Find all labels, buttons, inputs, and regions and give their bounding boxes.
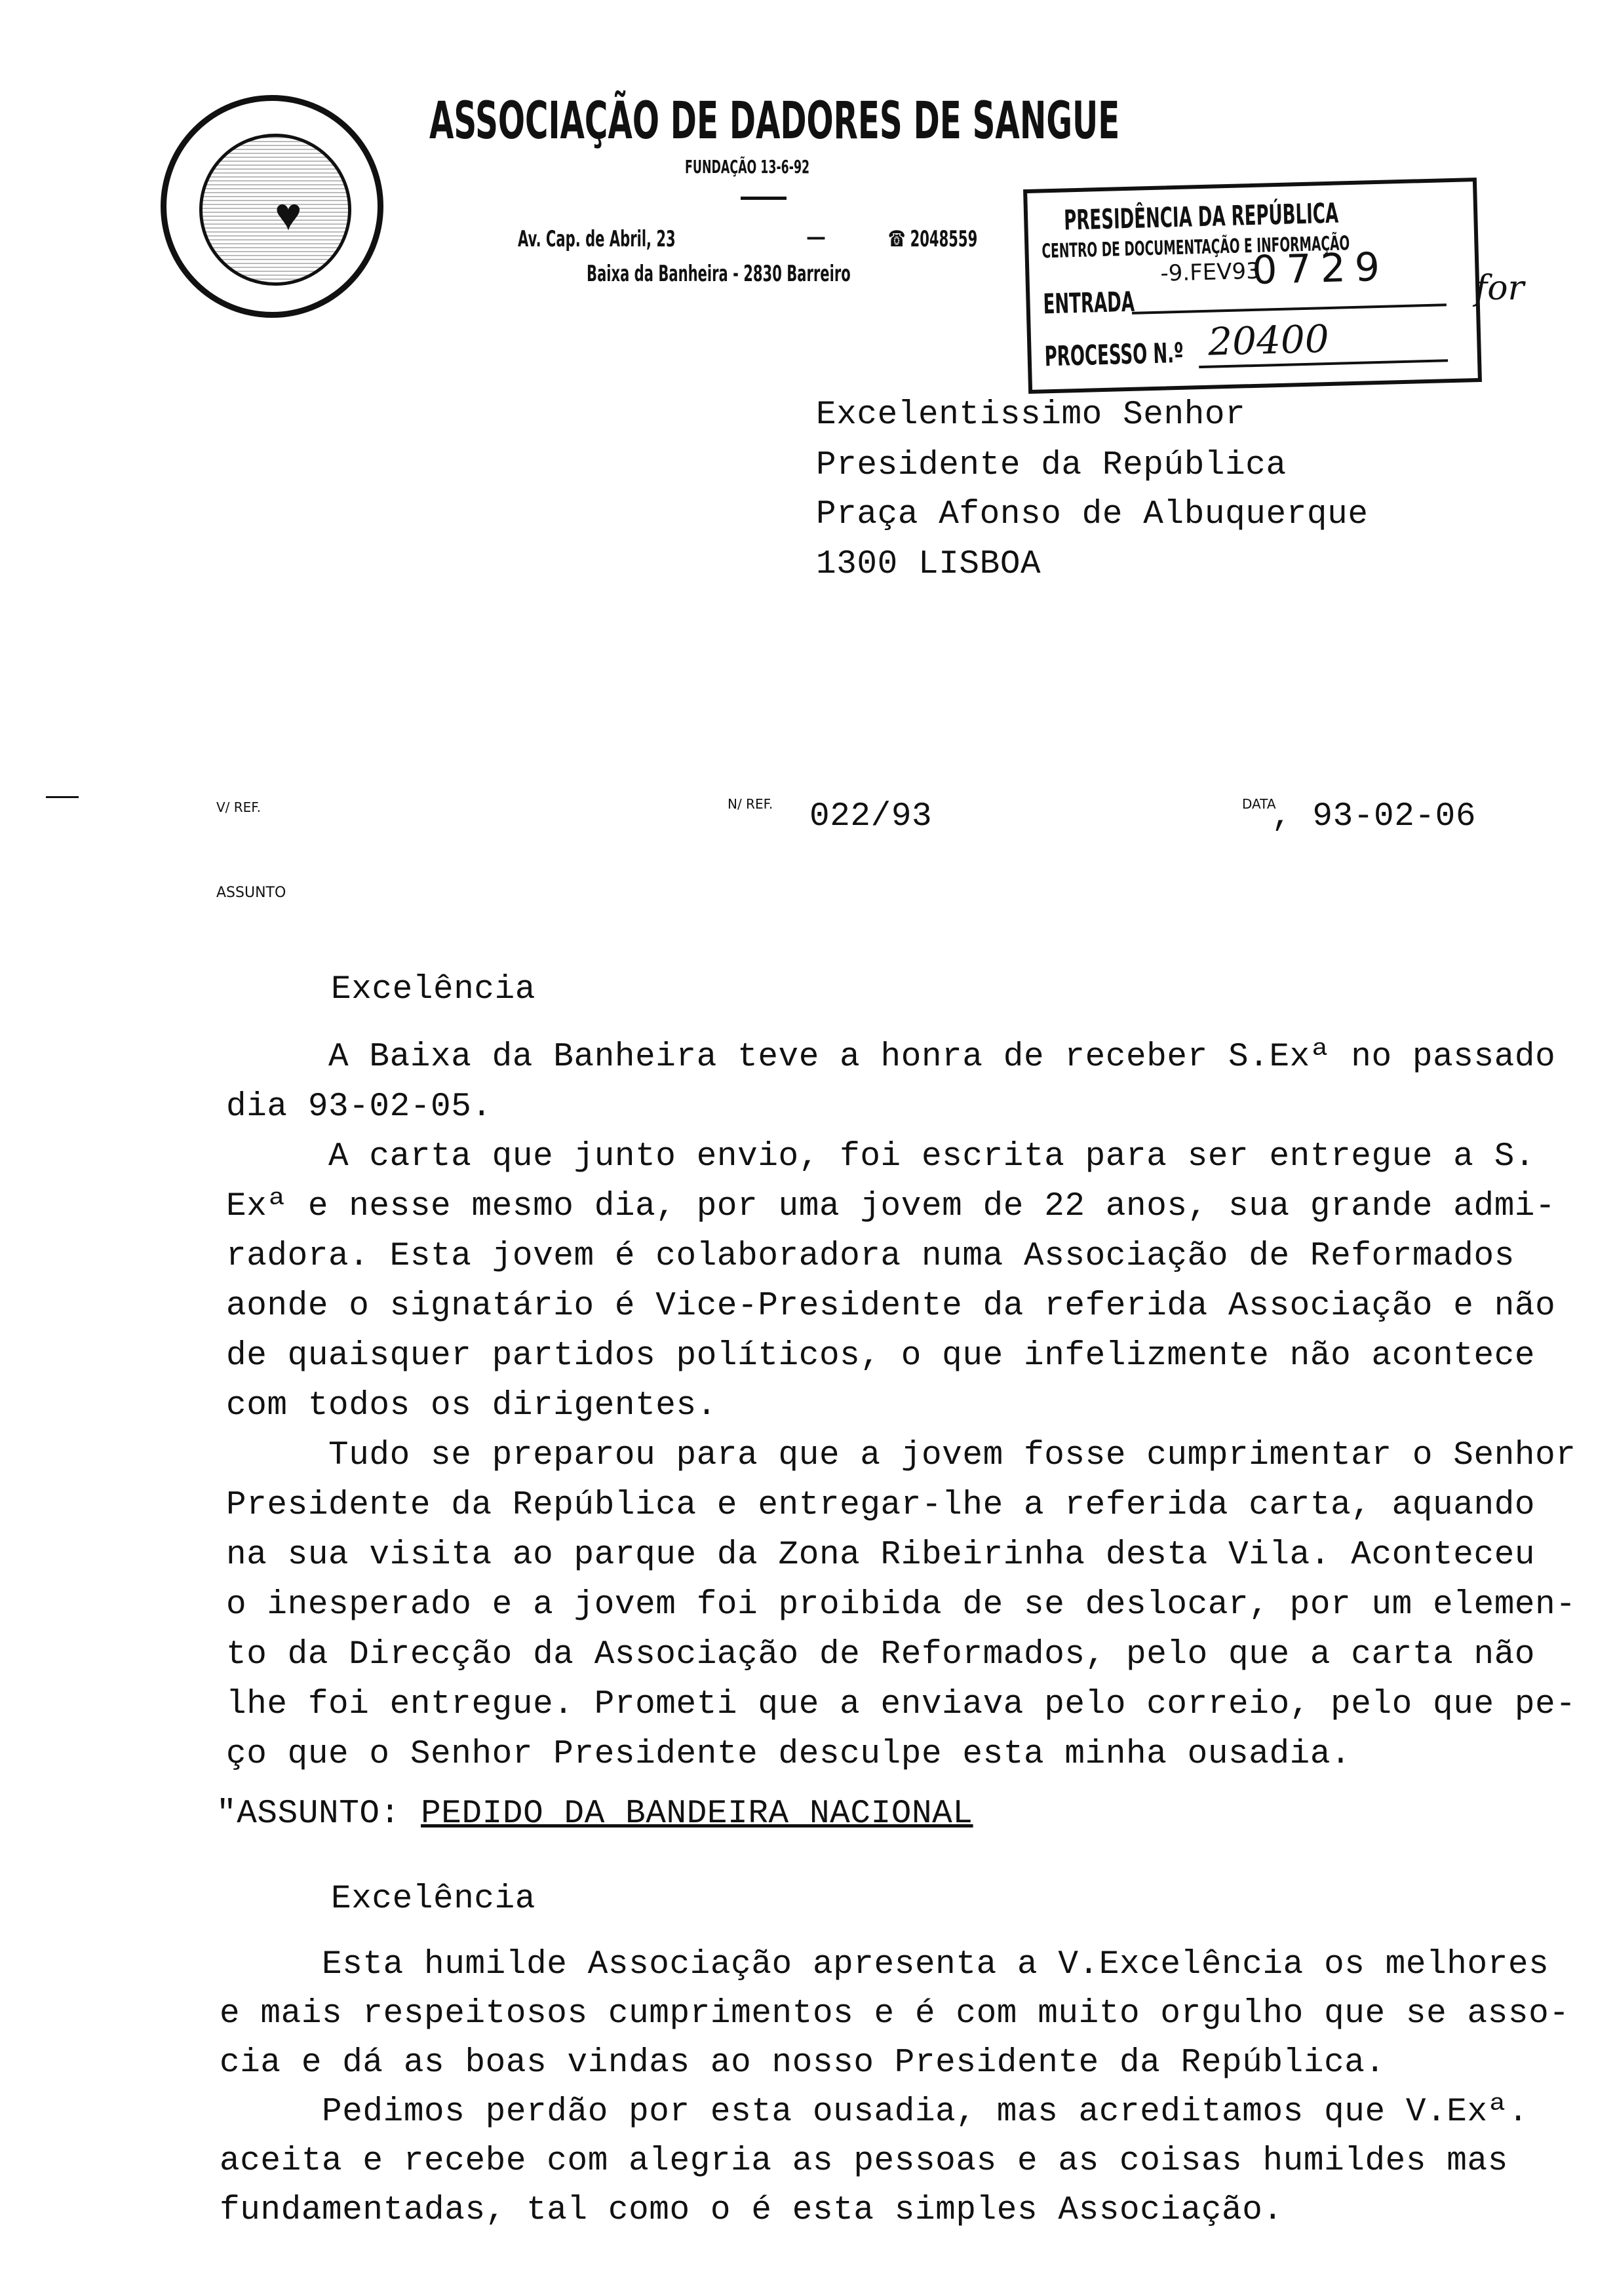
locality: Baixa da Banheira - 2830 Barreiro (587, 261, 851, 287)
body-line: lhe foi entregue. Prometi que a enviava pelo correio, pelo que pe- (226, 1686, 1576, 1723)
quoted-subject (216, 1795, 973, 1833)
association-seal-logo (161, 95, 383, 318)
body-line: Exª e nesse mesmo dia, por uma jovem de 22 anos, sua grande admi- (226, 1188, 1556, 1225)
body-line: dia 93-02-05. (226, 1088, 492, 1126)
body-line: Pedimos perdão por esta ousadia, mas acreditamos que V.Exª. (220, 2094, 1529, 2131)
body-line: o inesperado e a jovem foi proibida de se deslocar, por um elemen- (226, 1586, 1576, 1624)
body-line: de quaisquer partidos políticos, o que infelizmente não acontece (226, 1337, 1536, 1375)
heart-icon: ♥ (275, 190, 302, 240)
body-line: com todos os dirigentes. (226, 1387, 717, 1425)
body-line: A Baixa da Banheira teve a honra de receber S.Exª no passado (226, 1039, 1556, 1076)
phone-number: ☎ 2048559 (888, 226, 978, 252)
entrada-line (1132, 303, 1447, 315)
body-line: Tudo se preparou para que a jovem fosse cumprimentar o Senhor (226, 1437, 1576, 1474)
recipient-line: Excelentissimo Senhor (816, 396, 1246, 434)
recipient-line: Presidente da República (816, 447, 1287, 484)
stamp-processo-label: PROCESSO N.º (1044, 336, 1184, 373)
body-line: cia e dá as boas vindas ao nosso Presidente da República. (220, 2044, 1386, 2082)
subject-label: ASSUNTO (216, 885, 286, 901)
address: Av. Cap. de Abril, 23 (518, 226, 676, 252)
body-line: to da Direcção da Associação de Reformados, pelo que a carta não (226, 1636, 1536, 1674)
body-line: na sua visita ao parque da Zona Ribeirinha desta Vila. Aconteceu (226, 1537, 1536, 1574)
fold-mark (46, 796, 79, 798)
body-line: aonde o signatário é Vice-Presidente da referida Associação e não (226, 1288, 1556, 1325)
recipient-line: Praça Afonso de Albuquerque (816, 496, 1369, 533)
stamp-entrada-label: ENTRADA (1042, 285, 1135, 320)
body-line: Presidente da República e entregar-lhe a referida carta, aquando (226, 1487, 1536, 1524)
stamp-line1: PRESIDÊNCIA DA REPÚBLICA (1063, 197, 1339, 237)
stamp-line2: CENTRO DE DOCUMENTAÇÃO E INFORMAÇÃO (1041, 232, 1350, 263)
body-line: radora. Esta jovem é colaboradora numa Associação de Reformados (226, 1238, 1515, 1275)
date-label: DATA (1242, 796, 1276, 812)
nref-value: 022/93 (809, 798, 933, 835)
quote-subject-title: PEDIDO DA BANDEIRA NACIONAL (421, 1795, 973, 1833)
nref-label: N/ REF. (728, 796, 773, 812)
body-line: Esta humilde Associação apresenta a V.Excelência os melhores (220, 1946, 1549, 1983)
body-line: fundamentadas, tal como o é esta simples Associação. (220, 2192, 1283, 2229)
stamp-date: -9.FEV93 (1159, 258, 1261, 287)
seal-inner (199, 134, 351, 286)
founded-date: FUNDAÇÃO 13-6-92 (685, 156, 810, 178)
date-value: , 93-02-06 (1272, 798, 1477, 835)
processo-number-handwritten: 20400 (1207, 316, 1330, 364)
stamp-number: 0729 (1251, 244, 1390, 294)
vref-label: V/ REF. (216, 799, 261, 815)
body-line: A carta que junto envio, foi escrita para ser entregue a S. (226, 1138, 1536, 1176)
body-line: aceita e recebe com alegria as pessoas e as coisas humildes mas (220, 2143, 1508, 2180)
divider (741, 197, 787, 200)
body-line: ço que o Senhor Presidente desculpe esta minha ousadia. (226, 1736, 1352, 1773)
salutation: Excelência (331, 971, 536, 1008)
salutation-2: Excelência (331, 1881, 536, 1918)
body-line: e mais respeitosos cumprimentos e é com muito orgulho que se asso- (220, 1995, 1570, 2033)
margin-note-handwritten: for (1475, 269, 1525, 308)
org-name: ASSOCIAÇÃO DE DADORES DE SANGUE (429, 92, 1120, 151)
quote-prefix: "ASSUNTO: (216, 1795, 421, 1833)
recipient-line: 1300 LISBOA (816, 546, 1041, 583)
entry-stamp (1023, 178, 1482, 394)
address-dash: — (806, 226, 826, 249)
